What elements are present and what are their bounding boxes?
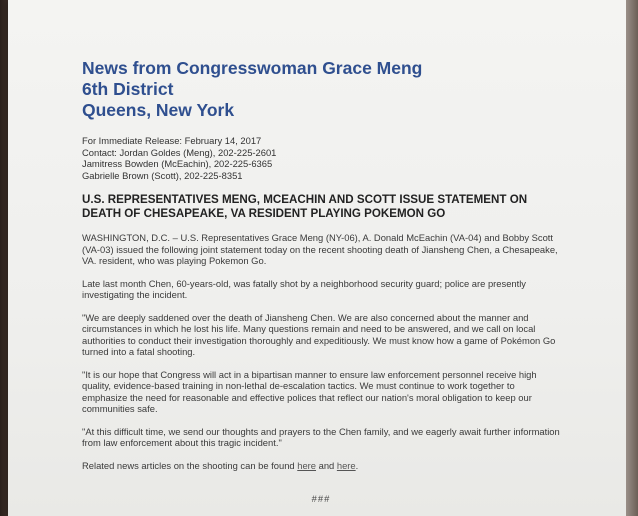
related-link-1[interactable]: here [297,459,317,471]
body-paragraph: "It is our hope that Congress will act in a bipartisan manner to ensure law enforcement personnel receive high quality, evidence-based training in non-lethal de-escalation tactics. We must continue to work together to emphasize the need for reasonable and effective polices that reflect our nation's moral obligation to keep our communities safe. [82,368,537,415]
body-paragraph: Late last month Chen, 60-years-old, was fatally shot by a neighborhood security guard; police are presently investigating the incident. [82,277,526,301]
related-news-line [82,460,560,472]
release-date: For Immediate Release: February 14, 2017 [82,135,262,146]
letterhead-line-3: Queens, New York [82,100,235,120]
press-release-content [82,58,560,504]
end-mark: ### [311,493,331,505]
press-release-headline: U.S. REPRESENTATIVES MENG, MCEACHIN AND SCOTT ISSUE STATEMENT ON DEATH OF CHESAPEAKE, VA RESIDENT PLAYING POKEMON GO [82,193,528,221]
letterhead-line-1: News from Congresswoman Grace Meng [82,58,423,78]
body-paragraph: "We are deeply saddened over the death of Jiansheng Chen. We are also concerned about the manner and circumstances in which he lost his life. Many questions remain and need to be answered, and we call on local authorities to conduct their investigation thoroughly and expeditiously. We must know how a game of Pokémon Go turned into a fatal shooting. [82,311,556,358]
contact-line: Jamitress Bowden (McEachin), 202-225-6365 [82,158,273,170]
body-paragraph: WASHINGTON, D.C. – U.S. Representatives Grace Meng (NY-06), A. Donald McEachin (VA-04) and Bobby Scott (VA-03) issued the following joint statement today on the recent shooting death of Jiansheng Chen, a Chesapeake, VA. resident, who was playing Pokemon Go. [82,232,558,267]
related-suffix: . [355,459,359,471]
letterhead-line-2: 6th District [82,79,174,99]
body-paragraph: "At this difficult time, we send our thoughts and prayers to the Chen family, and we eagerly await further information from law enforcement about this tragic incident." [82,425,560,449]
related-prefix: Related news articles on the shooting can be found [82,459,298,471]
contact-line: Gabrielle Brown (Scott), 202-225-8351 [82,169,243,181]
page-edge [626,0,638,516]
release-contacts [82,135,560,181]
related-middle: and [316,459,337,471]
contact-line: Contact: Jordan Goldes (Meng), 202-225-2601 [82,146,277,158]
press-release-page [8,0,626,516]
related-link-2[interactable]: here [336,459,356,471]
